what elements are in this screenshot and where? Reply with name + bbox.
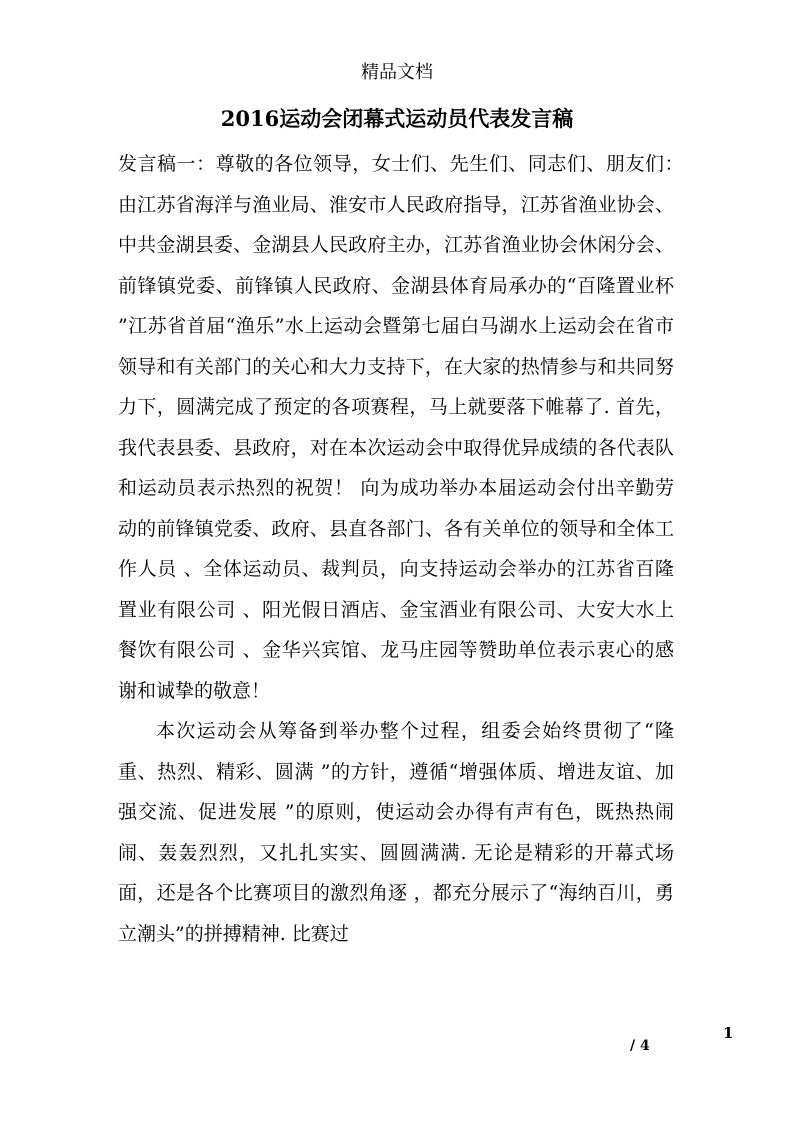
page-number: 1	[723, 1024, 734, 1042]
page-total: / 4	[630, 1038, 650, 1054]
document-title: 2016运动会闭幕式运动员代表发言稿	[220, 106, 574, 131]
header-label: 精品文档	[361, 62, 433, 83]
paragraph: 本次运动会从筹备到举办整个过程，组委会始终贯彻了“隆重、热烈、精彩、圆满 ”的方针，遵循“增强体质、增进友谊、加强交流、促进发展 ”的原则，使运动会办得有声有色，既热热闹闹、轰轰烈烈，又扎扎实实、圆圆满满. 无论是精彩的开幕式场面，还是各个比赛项目的激烈角逐 ，都充分展示了“海纳百川，勇立潮头”的拼搏精神. 比赛过	[118, 720, 674, 945]
paragraph: 发言稿一：尊敬的各位领导，女士们、先生们、同志们、朋友们： 由江苏省海洋与渔业局、淮安市人民政府指导，江苏省渔业协会、中共金湖县委、金湖县人民政府主办，江苏省渔业协会休闲分会、前锋镇党委、前锋镇人民政府、金湖县体育局承办的“百隆置业杯 ”江苏省首届“渔乐”水上运动会暨第七届白马湖水上运动会在省市领导和有关部门的关心和大力支持下，在大家的热情参与和共同努力下，圆满完成了预定的各项赛程，马上就要落下帷幕了. 首先，我代表县委、县政府，对在本次运动会中取得优异成绩的各代表队和运动员表示热烈的祝贺！ 向为成功举办本届运动会付出辛勤劳动的前锋镇党委、政府、县直各部门、各有关单位的领导和全体工作人员 、全体运动员、裁判员，向支持运动会举办的江苏省百隆置业有限公司 、阳光假日酒店、金宝酒业有限公司、大安大水上餐饮有限公司 、金华兴宾馆、龙马庄园等赞助单位表示衷心的感谢和诚挚的敬意！	[118, 153, 719, 702]
document-body	[118, 144, 719, 954]
